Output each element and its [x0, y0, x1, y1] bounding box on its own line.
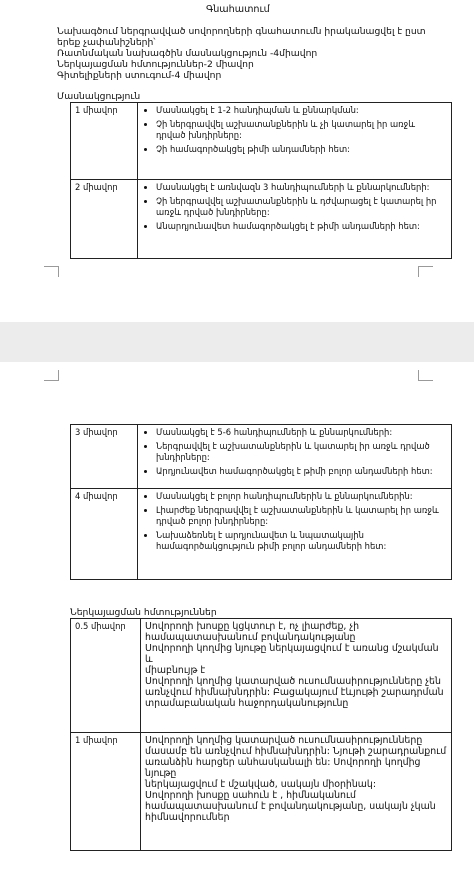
- presentation-table: [70, 618, 452, 851]
- criteria-cell: [138, 103, 452, 180]
- table-row: [71, 180, 452, 259]
- document-page-1: [0, 0, 474, 322]
- criterion-line: Սովորողի խոսքը կցկտուր է, ոչ լիարժեք, չի: [145, 621, 360, 632]
- criterion-item: • Չի ներգրավվել աշխատանքներին և դժվարացել է կատարել իր առջև դրված խնդիրները:: [156, 196, 447, 218]
- criterion-line: Սովորողի կողմից կատարված ուսումնասիրությունները: [145, 735, 423, 746]
- criterion-line: Սովորողի խոսքը սահուն է , հիմնականում: [145, 790, 356, 801]
- criterion-item: • Մասնակցել է 5-6 հանդիպումների և քննարկումների:: [156, 427, 447, 438]
- criterion-item: • Նախաձեռնել է արդյունավետ և նպատակային համագործակցություն թիմի բոլոր անդամների հետ:: [156, 530, 447, 552]
- table-row: [71, 619, 452, 733]
- table-row: [71, 489, 452, 580]
- score-cell: 4 միավոր: [71, 489, 138, 580]
- table-row: [71, 733, 452, 851]
- criterion-line: ներկայացվում է մշակված, սակայն միօրինակ:: [145, 779, 377, 790]
- criteria-cell: [138, 489, 452, 580]
- criterion-line: համապատասխանում է բովանդակությանը, սակայն չկան: [145, 801, 436, 812]
- criterion-line: համապատասխանում բովանդակությանը: [145, 632, 356, 643]
- criterion-line: առնչվում հիմնախնդրին: Բացակայում էևյութի շարադրման: [145, 687, 444, 698]
- page-corner-mark: [418, 266, 433, 277]
- score-cell: 0.5 միավոր: [71, 619, 141, 733]
- document-page-2: [0, 362, 474, 883]
- criterion-line: առանձին հարցեր անհասկանալի են: Սովորողի կողմից նյութը: [145, 757, 421, 779]
- criterion-item: • Լիարժեք ներգրավվել է աշխատանքներին և կատարել իր առջև դրված բոլոր խնդիրները:: [156, 505, 447, 527]
- participation-heading: Մասնակցություն: [57, 91, 141, 102]
- score-cell: 1 միավոր: [71, 733, 141, 851]
- score-cell: 1 միավոր: [71, 103, 138, 180]
- criteria-cell: [141, 733, 452, 851]
- intro-line-1: Նախագծում ներգրավված սովորողների գնահատումն իրականացվել է ըստ: [57, 26, 426, 37]
- intro-line-4: Ներկայացման հմտություններ-2 միավոր: [57, 59, 254, 70]
- page-separator: [0, 322, 474, 362]
- page-corner-mark: [44, 370, 59, 381]
- participation-table-part-2: [70, 424, 452, 580]
- intro-line-2: երեք չափանիշների՝: [57, 37, 156, 48]
- table-row: [71, 103, 452, 180]
- intro-line-5: Գիտելիքների ստուգում-4 միավոր: [57, 70, 222, 81]
- criteria-cell: [141, 619, 452, 733]
- criterion-item: • Մասնակցել է 1-2 հանդիպման և քննարկման:: [156, 105, 447, 116]
- criterion-line: մասամբ են առնչվում հիմնախնդրին: Նյութի շարադրանքում: [145, 746, 447, 757]
- criterion-item: • Ներգրավվել է աշխատանքներին և կատարել իր առջև դրված խնդիրները:: [156, 441, 447, 463]
- criterion-item: • Արդյունավետ համագործակցել է թիմի բոլոր անդամների հետ:: [156, 466, 447, 477]
- criterion-item: • Մասնակցել է բոլոր հանդիպումներին և քննարկումներին:: [156, 491, 447, 502]
- page-corner-mark: [418, 370, 433, 381]
- criterion-line: հիմնավորումներ: [145, 812, 230, 823]
- criterion-line: Սովորողի կողմից կատարված ուսումնասիրությունները չեն: [145, 676, 441, 687]
- criterion-line: Սովորողի կողմից նյութը ներկայացվում է առանց մշակման և: [145, 643, 439, 665]
- intro-line-3: Ռատնմական նախագծին մասնակցություն -4միավոր: [57, 48, 318, 59]
- document-title: Գնահատում: [206, 4, 270, 15]
- table-row: [71, 425, 452, 489]
- criterion-line: միաբնույթ է: [145, 665, 206, 676]
- score-cell: 2 միավոր: [71, 180, 138, 259]
- criterion-item: • Չի ներգրավվել աշխատանքներին և չի կատարել իր առջև դրված խնդիրները:: [156, 119, 447, 141]
- participation-table-part-1: [70, 102, 452, 259]
- criterion-item: • Անարդյունավետ համագործակցել է թիմի անդամների հետ:: [156, 221, 447, 232]
- score-cell: 3 միավոր: [71, 425, 138, 489]
- criterion-item: • Մասնակցել է առնվազն 3 հանդիպումների և քննարկումների:: [156, 182, 447, 193]
- criterion-item: • Չի համագործակցել թիմի անդամների հետ:: [156, 144, 447, 155]
- criteria-cell: [138, 180, 452, 259]
- presentation-heading: Ներկայացման հմտություններ: [70, 607, 217, 618]
- page-corner-mark: [44, 266, 59, 277]
- criteria-cell: [138, 425, 452, 489]
- criterion-line: տրամաբանական հաջորդականությունը: [145, 698, 349, 709]
